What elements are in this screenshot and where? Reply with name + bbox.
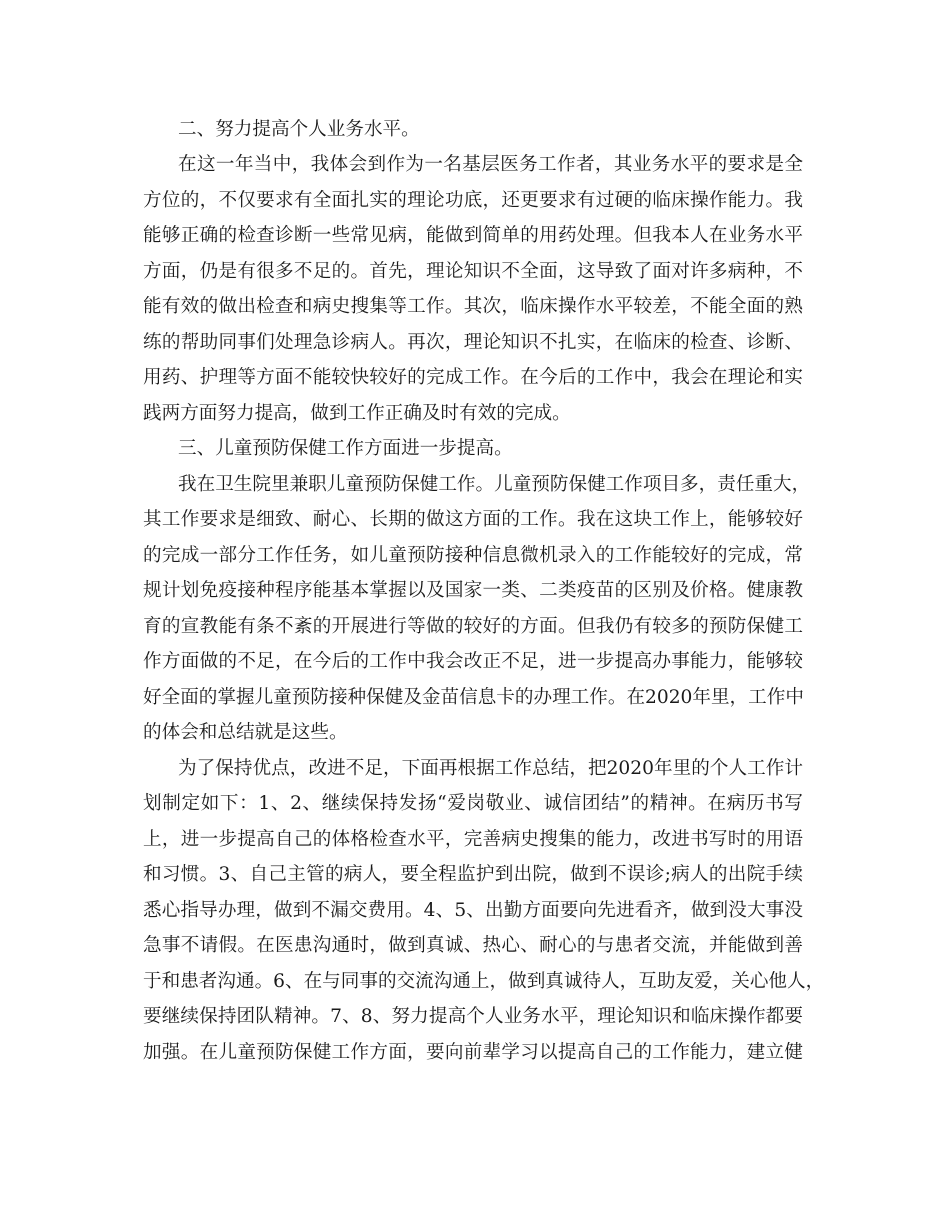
paragraph-line: 的完成一部分工作任务，如儿童预防接种信息微机录入的工作能较好的完成，常 <box>143 545 803 566</box>
paragraph-line: 和习惯。3、自己主管的病人，要全程监护到出院，做到不误诊;病人的出院手续 <box>143 864 803 885</box>
paragraph-line: 作方面做的不足，在今后的工作中我会改正不足，进一步提高办事能力，能够较 <box>143 651 803 672</box>
paragraph-line: 育的宣教能有条不紊的开展进行等做的较好的方面。但我仍有较多的预防保健工 <box>143 616 803 637</box>
paragraph-line: 要继续保持团队精神。7、8、努力提高个人业务水平，理论知识和临床操作都要 <box>143 1006 803 1027</box>
paragraph-line: 规计划免疫接种程序能基本掌握以及国家一类、二类疫苗的区别及价格。健康教 <box>143 580 803 601</box>
paragraph-line: 为了保持优点，改进不足，下面再根据工作总结，把2020年里的个人工作计 <box>178 758 803 779</box>
paragraph-line: 加强。在儿童预防保健工作方面，要向前辈学习以提高自己的工作能力，建立健 <box>143 1042 803 1063</box>
paragraph-line: 急事不请假。在医患沟通时，做到真诚、热心、耐心的与患者交流，并能做到善 <box>143 935 803 956</box>
paragraph-line: 在这一年当中，我体会到作为一名基层医务工作者，其业务水平的要求是全 <box>178 154 803 175</box>
heading-section-2: 二、努力提高个人业务水平。 <box>178 119 420 140</box>
paragraph-line: 上，进一步提高自己的体格检查水平，完善病史搜集的能力，改进书写时的用语 <box>143 829 803 850</box>
paragraph-line: 好全面的掌握儿童预防接种保健及金苗信息卡的办理工作。在2020年里，工作中 <box>143 687 804 708</box>
paragraph-line: 方位的，不仅要求有全面扎实的理论功底，还更要求有过硬的临床操作能力。我 <box>143 190 803 211</box>
heading-section-3: 三、儿童预防保健工作方面进一步提高。 <box>178 438 513 459</box>
paragraph-line: 的体会和总结就是这些。 <box>143 722 348 743</box>
paragraph-line: 我在卫生院里兼职儿童预防保健工作。儿童预防保健工作项目多，责任重大， <box>178 474 811 495</box>
paragraph-line: 方面，仍是有很多不足的。首先，理论知识不全面，这导致了面对许多病种，不 <box>143 261 803 282</box>
paragraph-line: 用药、护理等方面不能较快较好的完成工作。在今后的工作中，我会在理论和实 <box>143 367 803 388</box>
paragraph-line: 练的帮助同事们处理急诊病人。再次，理论知识不扎实，在临床的检查、诊断、 <box>143 332 803 353</box>
paragraph-line: 能够正确的检查诊断一些常见病，能做到简单的用药处理。但我本人在业务水平 <box>143 225 803 246</box>
paragraph-line: 践两方面努力提高，做到工作正确及时有效的完成。 <box>143 403 571 424</box>
paragraph-line: 能有效的做出检查和病史搜集等工作。其次，临床操作水平较差，不能全面的熟 <box>143 296 803 317</box>
paragraph-line: 其工作要求是细致、耐心、长期的做这方面的工作。我在这块工作上，能够较好 <box>143 509 803 530</box>
paragraph-line: 划制定如下：1、2、继续保持发扬“爱岗敬业、诚信团结”的精神。在病历书写 <box>143 793 803 814</box>
paragraph-line: 悉心指导办理，做到不漏交费用。4、5、出勤方面要向先进看齐，做到没大事没 <box>143 900 803 921</box>
paragraph-line: 于和患者沟通。6、在与同事的交流沟通上，做到真诚待人，互助友爱，关心他人， <box>143 971 825 992</box>
